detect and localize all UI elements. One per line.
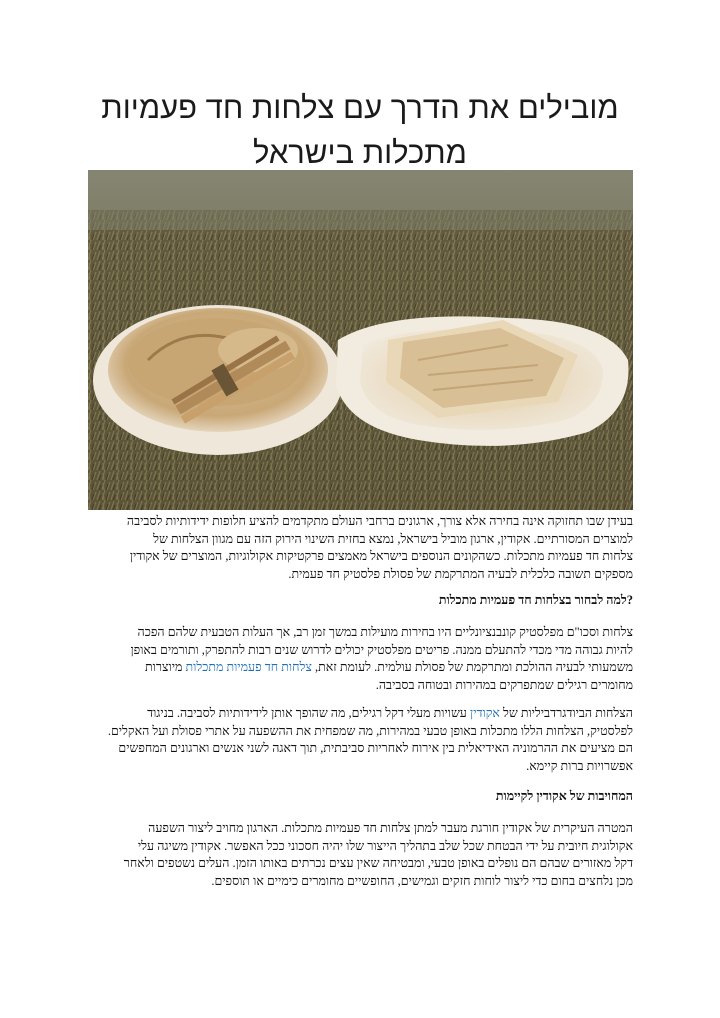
intro-line: מספקים תשובה כלכלית לבעיה המתרקמת של פסולת פלסטיק חד פעמית. [288, 566, 633, 581]
intro-paragraph [88, 513, 633, 583]
text-run: מיוצרות [145, 660, 186, 674]
text-run: משמעותי לבעיה ההולכת ומתרקמת של פסולת עולמית. לעומת זאת, [311, 660, 633, 674]
palm-leaf-plates-image [88, 170, 633, 510]
product-photo [88, 170, 633, 510]
text-run: הצלחות הביודגרדביליות של [499, 706, 633, 720]
ecodin-link[interactable]: אקודין [470, 706, 500, 720]
section2-paragraph [88, 820, 633, 890]
intro-line: צלחות חד פעמיות מתכלות. כשהקונים הנוספים בישראל מאמצים פרקטיקות אקולוגיות, המוצרים של אקודין [129, 549, 633, 563]
text-run: עשויות מעלי דקל רגילים, מה שהופך אותן לידידותיות לסביבה. בניגוד [147, 706, 471, 720]
paragraph-line [88, 705, 633, 723]
section1-paragraph-1 [88, 624, 633, 694]
paragraph-line: אקולוגית חיובית על ידי הבטחת שכל שלב בתהליך הייצור שלו יהיה חסכוני ככל האפשר. אקודין משיגה עלי [137, 838, 633, 853]
page-title-line-2: מתכלות בישראל [253, 135, 467, 170]
page-title-line-1: מובילים את הדרך עם צלחות חד פעמיות [101, 90, 619, 125]
intro-line: למוצרים המסורתיים. אקודין, ארגון מוביל בישראל, נמצא בחזית השינוי הירוק הזה עם מגוון הצלחות של [153, 531, 633, 546]
section1-paragraph-2 [88, 705, 633, 775]
paragraph-line: המטרה העיקרית של אקודין חורגת מעבר למתן צלחות חד פעמיות מתכלות. הארגון מחויב ליצור השפעה [148, 821, 633, 835]
biodegradable-plates-link[interactable]: צלחות חד פעמיות מתכלות [185, 660, 312, 674]
paragraph-line: לפלסטיק, הצלחות הללו מתכלות באופן טבעי במהירות, מה שמפחית את ההשפעה על אתרי פסולת ועל האקלים. [107, 723, 633, 738]
paragraph-line: צלחות וסכו"ם מפלסטיק קונבנציונליים היו בחירות מועילות במשך זמן רב, אך העלות הטבעית שלהם הפכה [137, 625, 633, 639]
paragraph-line: הם מציעים את ההרמוניה האידיאלית בין אירוח לאחריות סביבתית, תוך דאגה לשני אנשים וארגונים המחפשים [118, 741, 633, 755]
paragraph-line: מחומרים רגילים שמתפרקים במהירות ובטוחה בסביבה. [375, 677, 633, 692]
paragraph-line: להיות גבוהה מדי מכדי להתעלם ממנה. פריטים מפלסטיק יכולים לדרוש שנים רבות להתפרק, ותורמים באופן [130, 642, 633, 657]
paragraph-line [88, 659, 633, 677]
section-heading-commitment: המחויבות של אקודין לקיימות [495, 789, 633, 803]
paragraph-line: מכן נלחצים בחום כדי ליצור לוחות חזקים וגמישים, החופשיים מחומרים כימיים או תוספים. [211, 873, 633, 888]
paragraph-line: אפשרויות ברות קיימא. [526, 758, 633, 773]
section-heading-why: ?למה לבחור בצלחות חד פעמיות מתכלות [438, 593, 633, 607]
intro-line: בעידן שבו תחזוקה אינה בחירה אלא צורך, ארגונים ברחבי העולם מתקדמים להציע חלופות ידידותיות לסביבה [126, 514, 633, 528]
paragraph-line: דקל מאזורים שבהם הם נופלים באופן טבעי, ומבטיחה שאין עצים נכרתים באותו הזמן. העלים נשטפים ולאחר [123, 856, 633, 870]
